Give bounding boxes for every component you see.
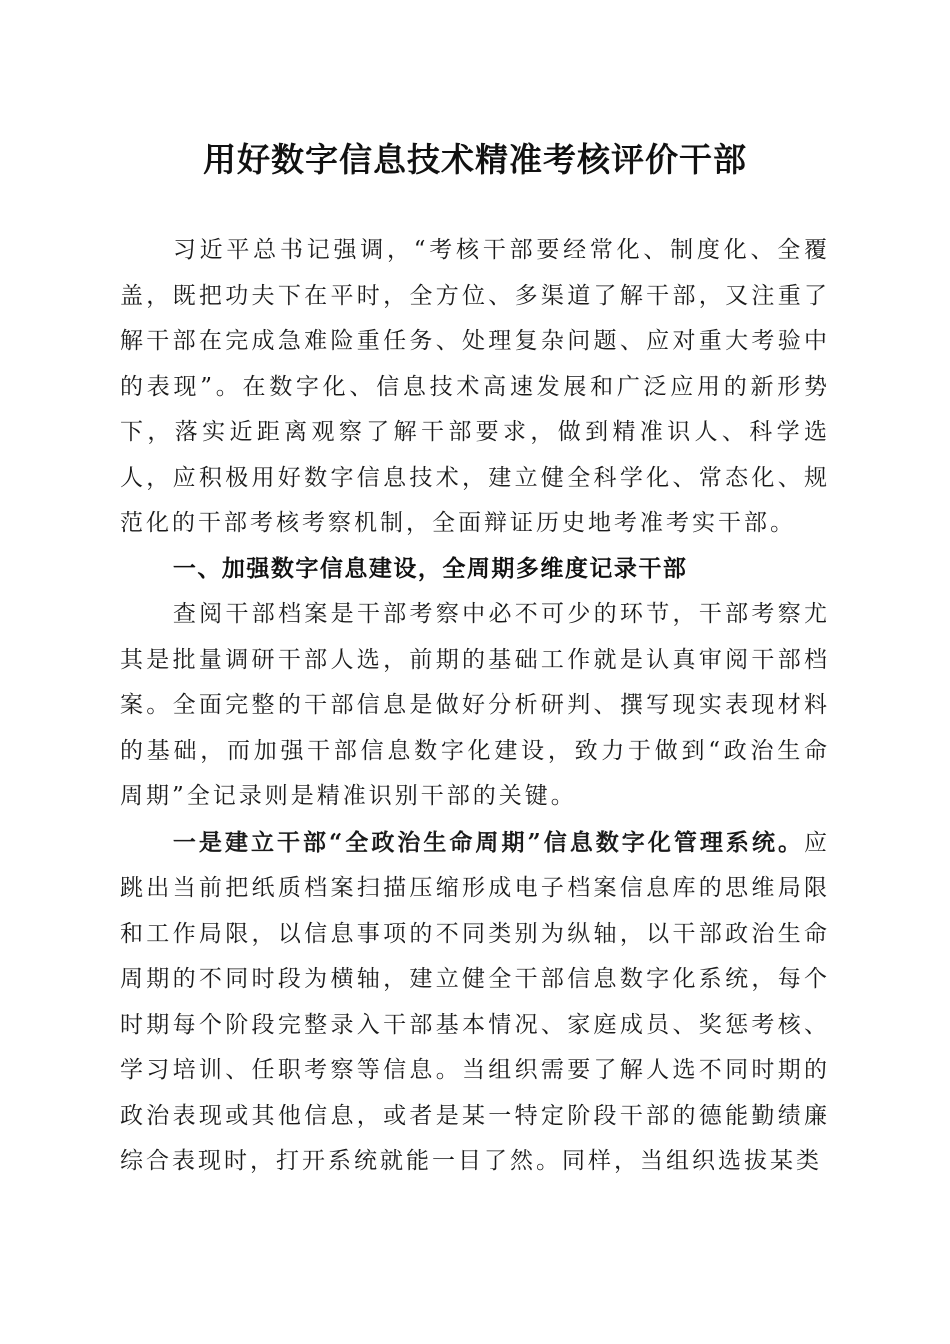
paragraph-system-rest: 应跳出当前把纸质档案扫描压缩形成电子档案信息库的思维局限和工作局限，以信息事项的不同类别为纵轴，以干部政治生命周期的不同时段为横轴，建立健全干部信息数字化系统，每个时期每个阶段完整录入干部基本情况、家庭成员、奖惩考核、学习培训、任职考察等信息。当组织需要了解人选不同时期的政治表现或其他信息，或者是某一特定阶段干部的德能勤绩廉综合表现时，打开系统就能一目了然。同样，当组织选拔某类: [120, 829, 830, 1174]
paragraph-archives: 查阅干部档案是干部考察中必不可少的环节，干部考察尤其是批量调研干部人选，前期的基础工作就是认真审阅干部档案。全面完整的干部信息是做好分析研判、撰写现实表现材料的基础，而加强干部信息数字化建设，致力于做到“政治生命周期”全记录则是精准识别干部的关键。: [120, 601, 830, 809]
document-body: [120, 228, 830, 1185]
section-heading-1: 一、加强数字信息建设，全周期多维度记录干部: [172, 555, 688, 582]
paragraph-intro: 习近平总书记强调，“考核干部要经常化、制度化、全覆盖，既把功夫下在平时，全方位、多渠道了解干部，又注重了解干部在完成急难险重任务、处理复杂问题、应对重大考验中的表现”。在数字化、信息技术高速发展和广泛应用的新形势下，落实近距离观察了解干部要求，做到精准识人、科学选人，应积极用好数字信息技术，建立健全科学化、常态化、规范化的干部考核考察机制，全面辩证历史地考准考实干部。: [120, 237, 830, 536]
document-title: 用好数字信息技术精准考核评价干部: [203, 140, 747, 179]
paragraph-system: [120, 820, 830, 1185]
paragraph-system-lead: 一是建立干部“全政治生命周期”信息数字化管理系统。: [172, 828, 804, 856]
